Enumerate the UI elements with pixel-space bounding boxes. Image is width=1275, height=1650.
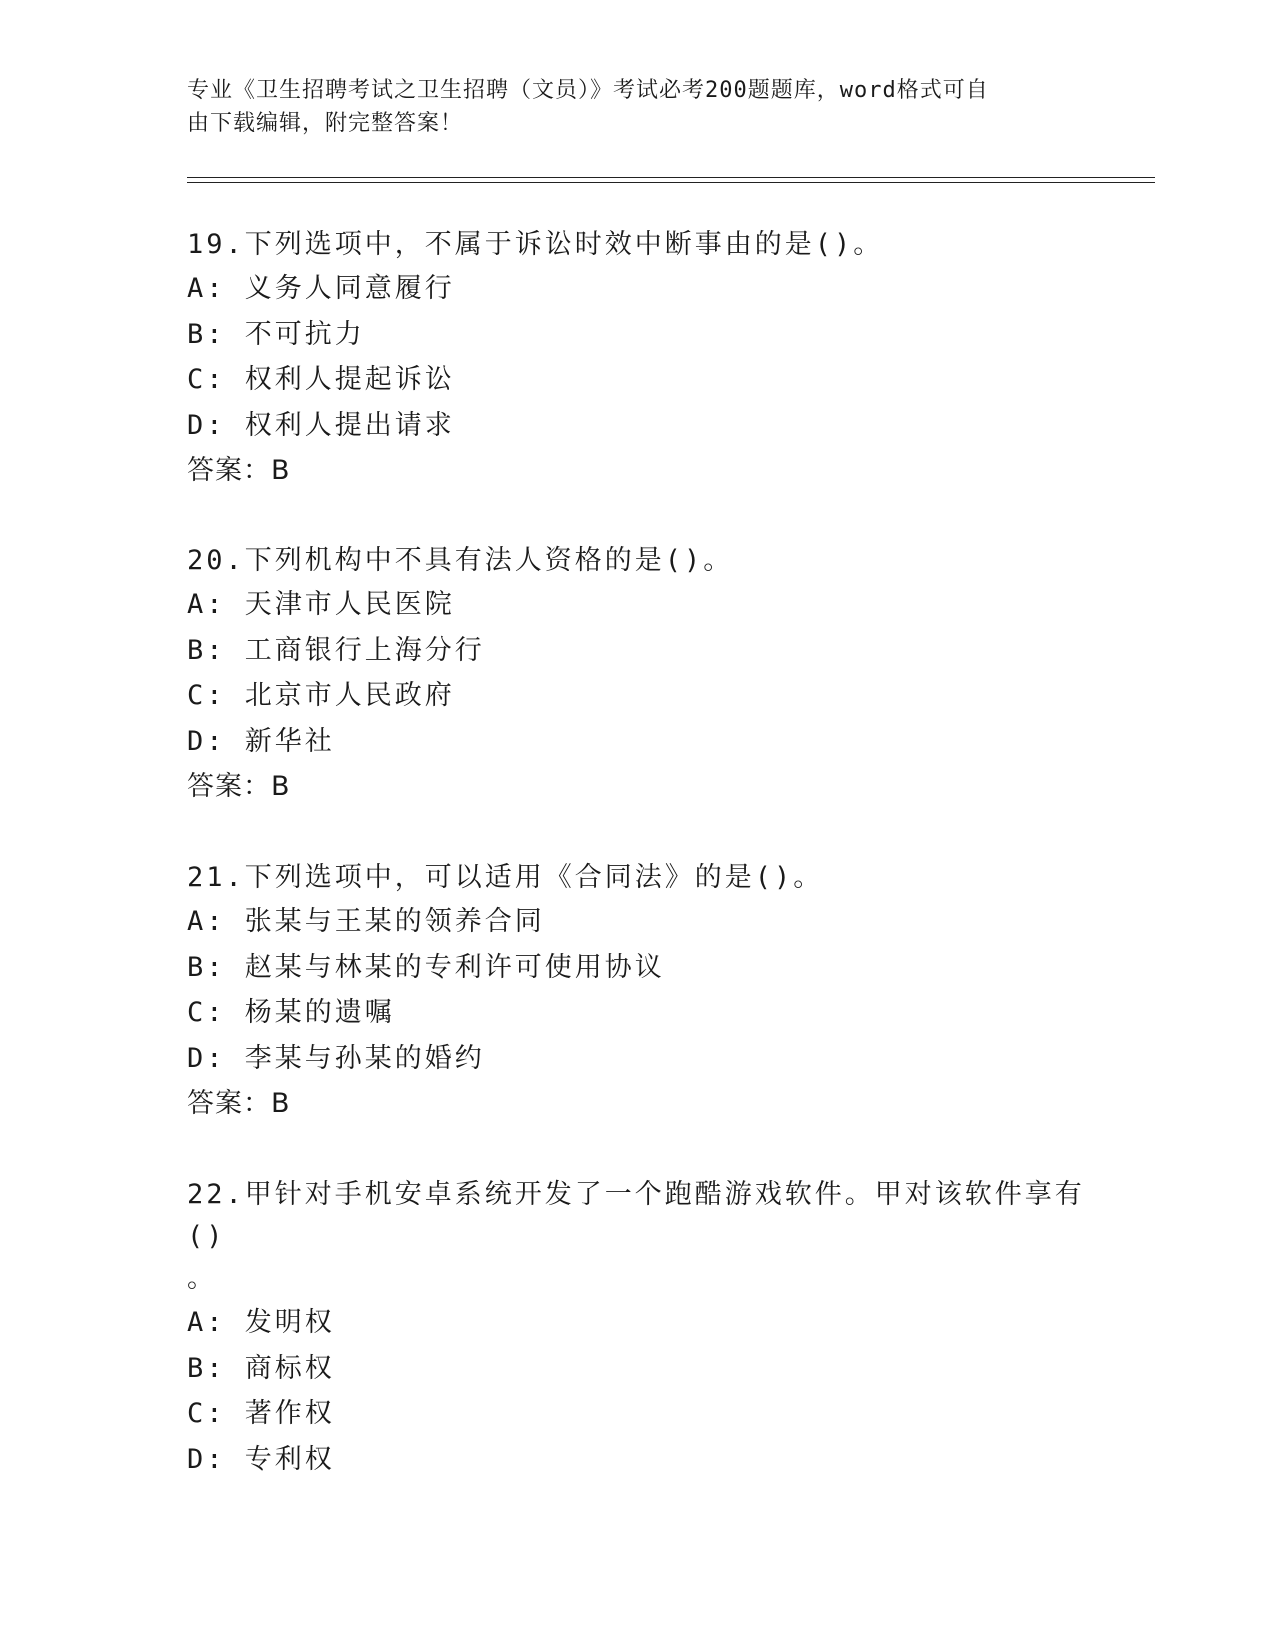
- question-21: [187, 857, 1087, 1127]
- header-line-1: 专业《卫生招聘考试之卫生招聘（文员）》考试必考200题题库，word格式可自: [187, 78, 989, 103]
- header-divider-bottom: [187, 182, 1155, 183]
- option-d: D: 新华社: [187, 725, 335, 757]
- question-stem-continuation: 。: [187, 1263, 214, 1294]
- option-c: C: 权利人提起诉讼: [187, 364, 455, 395]
- option-c: C: 杨某的遗嘱: [187, 997, 395, 1028]
- answer-line: 答案：B: [187, 771, 291, 802]
- question-22: [187, 1174, 1087, 1482]
- question-stem: 21.下列选项中，可以适用《合同法》的是()。: [187, 862, 824, 893]
- document-header: [187, 74, 1087, 140]
- option-d: D: 专利权: [187, 1443, 335, 1475]
- option-b: B: 工商银行上海分行: [187, 634, 485, 666]
- question-19: [187, 224, 1087, 494]
- answer-line: 答案：B: [187, 455, 291, 486]
- option-b: B: 赵某与林某的专利许可使用协议: [187, 951, 665, 983]
- question-stem: 20.下列机构中不具有法人资格的是()。: [187, 545, 734, 576]
- question-stem: 19.下列选项中，不属于诉讼时效中断事由的是()。: [187, 229, 884, 260]
- option-c: C: 北京市人民政府: [187, 680, 455, 711]
- option-c: C: 著作权: [187, 1398, 335, 1429]
- option-d: D: 权利人提出请求: [187, 409, 455, 441]
- header-divider-top: [187, 177, 1155, 178]
- option-a: A: 发明权: [187, 1307, 335, 1338]
- answer-line: 答案：B: [187, 1088, 291, 1119]
- question-stem: 22.甲针对手机安卓系统开发了一个跑酷游戏软件。甲对该软件享有(): [187, 1179, 1085, 1252]
- option-b: B: 不可抗力: [187, 318, 365, 350]
- option-a: A: 天津市人民医院: [187, 589, 455, 620]
- option-b: B: 商标权: [187, 1352, 335, 1384]
- option-a: A: 义务人同意履行: [187, 273, 455, 304]
- option-a: A: 张某与王某的领养合同: [187, 906, 545, 937]
- question-20: [187, 540, 1087, 810]
- header-line-2: 由下载编辑，附完整答案！: [187, 111, 464, 136]
- option-d: D: 李某与孙某的婚约: [187, 1042, 485, 1074]
